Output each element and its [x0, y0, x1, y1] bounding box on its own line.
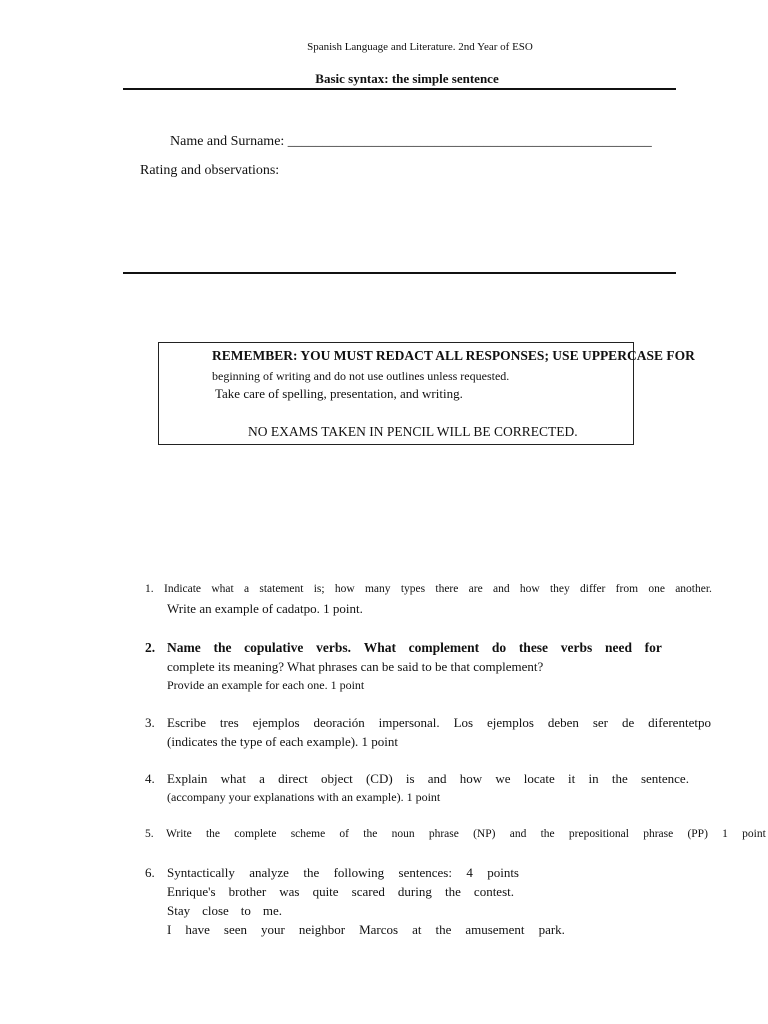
word: are: [468, 583, 483, 595]
word: 1: [722, 828, 728, 840]
word: the: [213, 640, 232, 655]
word: point: [742, 828, 766, 840]
word: scheme: [290, 828, 326, 840]
word: of: [339, 828, 350, 840]
word: from: [615, 583, 639, 595]
word: the: [363, 828, 378, 840]
word: another.: [675, 583, 712, 595]
word: noun: [391, 828, 415, 840]
word: phrase: [643, 828, 674, 840]
word: in: [588, 771, 599, 786]
word: do: [491, 640, 507, 655]
word: and: [427, 771, 447, 786]
word: Enrique's: [167, 884, 216, 899]
word: amusement: [465, 922, 525, 937]
word: is;: [313, 583, 325, 595]
word: me.: [262, 903, 282, 918]
reminder-line-4: NO EXAMS TAKEN IN PENCIL WILL BE CORRECTED.: [248, 424, 578, 439]
word: What: [363, 640, 396, 655]
word: Explain: [167, 771, 208, 786]
question-3-line-2: (indicates the type of each example). 1 point: [167, 734, 399, 749]
word: de: [621, 715, 635, 730]
word: Write: [166, 828, 192, 840]
word: following: [333, 865, 385, 880]
word: quite: [312, 884, 339, 899]
word: sentence.: [640, 771, 689, 786]
word: (NP): [473, 828, 496, 840]
word: these: [518, 640, 549, 655]
question-1-line-2: Write an example of cadatpo. 1 point.: [167, 601, 363, 616]
question-4-line-1: [167, 771, 689, 787]
name-field-label: Name and Surname: ____________________________________________________: [170, 134, 652, 149]
word: analyze: [249, 865, 289, 880]
word: deben: [547, 715, 579, 730]
word: ser: [592, 715, 609, 730]
word: the: [435, 922, 452, 937]
word: and: [492, 583, 510, 595]
reminder-line-3: Take care of spelling, presentation, and writing.: [215, 386, 463, 401]
question-number: 4.: [145, 771, 155, 786]
question-number: 1.: [145, 583, 154, 595]
word: Marcos: [359, 922, 399, 937]
reminder-line-1: REMEMBER: YOU MUST REDACT ALL RESPONSES; USE UPPERCASE FOR: [212, 348, 695, 363]
word: diferentetpo: [648, 715, 711, 730]
word: a: [243, 583, 250, 595]
question-2-line-3: Provide an example for each one. 1 point: [167, 678, 365, 692]
sentence-3: [167, 922, 565, 938]
word: complete: [234, 828, 277, 840]
rating-divider: [123, 272, 676, 274]
word: copulative: [244, 640, 304, 655]
word: they: [549, 583, 570, 595]
word: the: [303, 865, 320, 880]
sentence-1: [167, 884, 514, 900]
word: phrase: [428, 828, 459, 840]
word: the: [444, 884, 461, 899]
word: direct: [278, 771, 308, 786]
question-4-line-2: (accompany your explanations with an example). 1 point: [167, 790, 441, 804]
word: tres: [219, 715, 239, 730]
word: park.: [538, 922, 565, 937]
question-1-line-1: [164, 583, 712, 595]
word: was: [279, 884, 300, 899]
word: there: [435, 583, 459, 595]
word: your: [261, 922, 285, 937]
word: sentences:: [398, 865, 452, 880]
sentence-2: [167, 903, 282, 919]
word: statement: [259, 583, 304, 595]
word: locate: [523, 771, 555, 786]
word: seen: [223, 922, 247, 937]
word: object: [320, 771, 353, 786]
question-2-line-2: complete its meaning? What phrases can be said to be that complement?: [167, 659, 544, 674]
word: ejemplos: [487, 715, 534, 730]
word: types: [400, 583, 426, 595]
word: to: [240, 903, 251, 918]
word: deoración: [313, 715, 365, 730]
word: 4: [466, 865, 473, 880]
question-number: 6.: [145, 865, 155, 880]
word: it: [568, 771, 576, 786]
word: during: [397, 884, 432, 899]
word: what: [220, 771, 246, 786]
question-2-line-1: [167, 640, 662, 656]
word: Name: [167, 640, 201, 655]
word: contest.: [473, 884, 514, 899]
question-3-line-1: [167, 715, 711, 731]
word: points: [487, 865, 519, 880]
word: we: [495, 771, 511, 786]
word: have: [185, 922, 210, 937]
word: ejemplos: [252, 715, 300, 730]
exam-title: Basic syntax: the simple sentence: [315, 71, 499, 86]
word: neighbor: [298, 922, 346, 937]
rating-label: Rating and observations:: [140, 163, 280, 178]
word: Syntactically: [167, 865, 235, 880]
question-number: 3.: [145, 715, 155, 730]
course-subject: Spanish Language and Literature. 2nd Year of ESO: [307, 41, 533, 53]
word: close: [202, 903, 229, 918]
word: prepositional: [568, 828, 629, 840]
word: verbs.: [316, 640, 351, 655]
word: scared: [351, 884, 385, 899]
word: how: [459, 771, 483, 786]
reminder-line-2: beginning of writing and do not use outlines unless requested.: [212, 369, 510, 383]
word: what: [211, 583, 234, 595]
word: Indicate: [164, 583, 202, 595]
word: at: [412, 922, 422, 937]
question-number: 5.: [145, 828, 154, 840]
word: how: [334, 583, 355, 595]
word: (CD): [365, 771, 393, 786]
question-6-line-1: [167, 865, 519, 881]
word: Los: [453, 715, 474, 730]
word: and: [509, 828, 527, 840]
word: need: [604, 640, 632, 655]
word: the: [540, 828, 555, 840]
word: brother: [228, 884, 267, 899]
word: Escribe: [167, 715, 206, 730]
word: verbs: [560, 640, 593, 655]
word: Stay: [167, 903, 191, 918]
word: complement: [408, 640, 480, 655]
word: one: [648, 583, 665, 595]
word: is: [405, 771, 415, 786]
header-divider: [123, 88, 676, 90]
word: the: [611, 771, 628, 786]
word: many: [364, 583, 391, 595]
word: (PP): [687, 828, 708, 840]
word: for: [644, 640, 662, 655]
word: impersonal.: [378, 715, 440, 730]
word: I: [167, 922, 172, 937]
question-number: 2.: [145, 640, 156, 655]
question-5-line-1: [166, 828, 766, 840]
word: the: [205, 828, 221, 840]
word: how: [519, 583, 540, 595]
word: differ: [580, 583, 606, 595]
word: a: [259, 771, 265, 786]
